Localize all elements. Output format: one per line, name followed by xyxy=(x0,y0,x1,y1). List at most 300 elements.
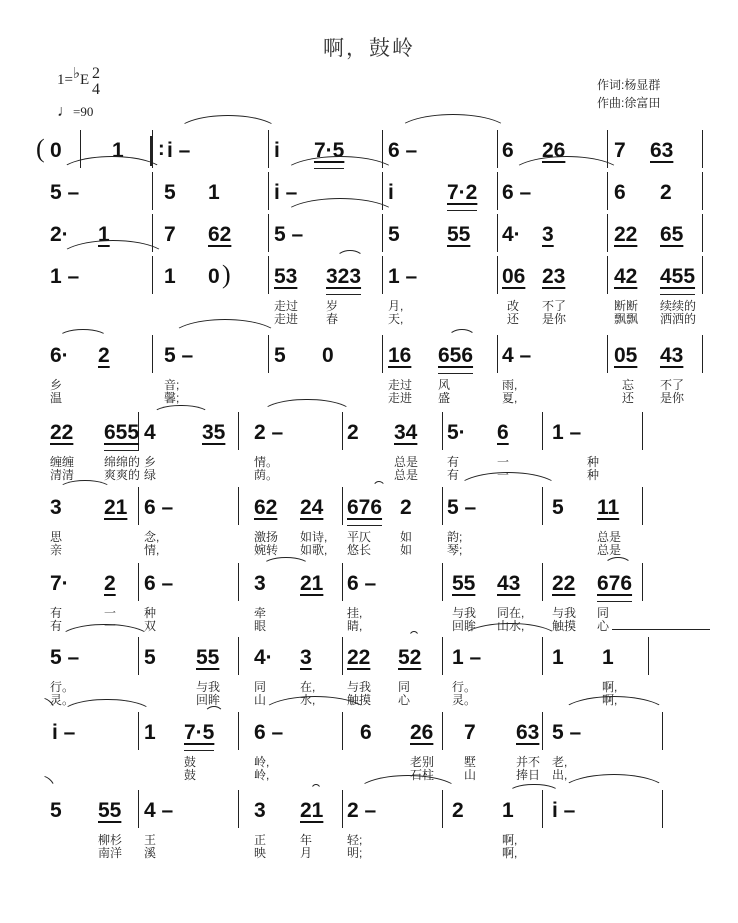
note-group: 2 xyxy=(400,496,412,519)
lyric-verse-2: 一 xyxy=(104,619,117,633)
barline xyxy=(342,412,343,450)
lyric-verse-1: 与我 xyxy=(452,606,477,620)
note-group: 2 xyxy=(452,799,464,822)
note-group: 5 – xyxy=(50,646,80,669)
lyric-verse-2: 如歌, xyxy=(300,543,328,557)
note-group: 5 xyxy=(144,646,156,669)
lyric-pair xyxy=(300,834,312,860)
note-group: 0 xyxy=(208,265,220,288)
note-group: 65 xyxy=(660,223,684,246)
lyric-verse-2: 天, xyxy=(388,312,404,326)
lyric-verse-2: 一 xyxy=(497,468,510,482)
note-group: 676 xyxy=(597,573,632,595)
lyric-verse-2: 种 xyxy=(587,468,600,482)
lyric-pair xyxy=(394,456,418,482)
note-group: 1 xyxy=(112,139,124,162)
barline xyxy=(542,412,543,450)
lyric-verse-2: 盛 xyxy=(438,391,451,405)
lyric-verse-2: 灵。 xyxy=(452,693,477,707)
lyric-verse-2: 回眸 xyxy=(196,693,221,707)
note-group: 62 xyxy=(254,496,278,519)
lyric-verse-1: 总是 xyxy=(597,530,622,544)
note-group: 4 – xyxy=(502,344,532,367)
composer: 作曲:徐富田 xyxy=(597,96,661,110)
note-group: 3 xyxy=(254,572,266,595)
lyric-pair xyxy=(660,300,696,326)
lyric-pair xyxy=(552,756,567,782)
lyric-verse-1: 如 xyxy=(400,530,413,544)
barline xyxy=(268,130,269,168)
lyric-verse-2: 春 xyxy=(326,312,339,326)
note-group: 1 xyxy=(144,721,156,744)
barline xyxy=(648,637,649,675)
barline xyxy=(342,712,343,750)
note-group: 323 xyxy=(326,266,361,288)
note-group: 2 xyxy=(98,344,110,367)
lyric-pair xyxy=(502,379,517,405)
lyric-pair xyxy=(614,300,638,326)
barline xyxy=(238,712,239,750)
note-group: 1 xyxy=(552,646,564,669)
lyric-verse-1: 啊, xyxy=(502,833,518,847)
note-group: 6· xyxy=(50,344,69,367)
double-underline xyxy=(660,294,695,296)
lyric-pair xyxy=(447,456,459,482)
note-group: 24 xyxy=(300,496,324,519)
note-group: 4· xyxy=(254,646,273,669)
lyric-verse-1: 如诗, xyxy=(300,530,328,544)
barline xyxy=(138,563,139,601)
lyric-verse-1: 行。 xyxy=(50,680,75,694)
lyric-verse-2: 触摸 xyxy=(347,693,372,707)
lyric-verse-2: 心 xyxy=(597,619,610,633)
lyric-verse-1: 走过 xyxy=(274,299,299,313)
slur-arc xyxy=(176,115,280,133)
lyric-pair xyxy=(347,531,371,557)
barline xyxy=(268,335,269,373)
lyric-pair xyxy=(300,531,327,557)
lyric-verse-1: 忘 xyxy=(622,378,635,392)
lyric-verse-1: 总是 xyxy=(394,455,419,469)
note-group: 4 – xyxy=(144,799,174,822)
lyric-verse-2: 爽爽的 xyxy=(104,468,141,482)
lyricist: 作词:杨显群 xyxy=(597,78,661,92)
barline xyxy=(442,412,443,450)
flat-icon: ♭ xyxy=(72,66,81,82)
lyric-verse-2: 月 xyxy=(300,846,313,860)
lyric-pair xyxy=(452,681,476,707)
lyric-verse-1: 乡 xyxy=(144,455,157,469)
lyric-verse-1: 一 xyxy=(104,606,117,620)
key-tonic: 1= xyxy=(57,72,73,88)
note-group: 2 – xyxy=(254,421,284,444)
lyric-pair xyxy=(552,607,576,633)
lyric-pair xyxy=(98,834,122,860)
barline xyxy=(702,214,703,252)
lyric-verse-1: 走过 xyxy=(388,378,413,392)
lyric-verse-1: 念, xyxy=(144,530,160,544)
note-group: 7 xyxy=(614,139,626,162)
note-group: 62 xyxy=(208,223,232,246)
lyric-verse-1: 与我 xyxy=(196,680,221,694)
note-group: 42 xyxy=(614,265,638,288)
note-group: 5 xyxy=(388,223,400,246)
lyric-verse-2: 灵。 xyxy=(50,693,75,707)
lyric-verse-2: 睛, xyxy=(347,619,363,633)
note-group: 35 xyxy=(202,421,226,444)
barline xyxy=(138,637,139,675)
note-group: 5 xyxy=(274,344,286,367)
barline xyxy=(702,256,703,294)
lyric-verse-2: 有 xyxy=(50,619,63,633)
slur-arc xyxy=(604,557,632,566)
lyric-verse-2: 双 xyxy=(144,619,157,633)
double-underline xyxy=(438,373,473,375)
note-group: 5 xyxy=(552,496,564,519)
lyric-verse-2: 鼓 xyxy=(184,768,197,782)
slur-arc xyxy=(372,481,386,490)
lyric-verse-2: 山 xyxy=(254,693,267,707)
note-group: 1 xyxy=(98,223,110,246)
barline xyxy=(342,790,343,828)
lyric-pair xyxy=(347,834,362,860)
lyric-verse-1: 岭, xyxy=(254,755,270,769)
lyric-pair xyxy=(542,300,566,326)
note-group: 2 xyxy=(660,181,672,204)
lyric-pair xyxy=(50,531,62,557)
lyric-verse-1: 改 xyxy=(507,299,520,313)
lyric-pair xyxy=(464,756,476,782)
lyric-verse-1: 岁 xyxy=(326,299,339,313)
lyric-verse-2: 飘飘 xyxy=(614,312,639,326)
note-group: 1 xyxy=(164,265,176,288)
barline xyxy=(238,790,239,828)
note-group: i – xyxy=(552,799,576,822)
score-row xyxy=(42,712,702,782)
lyric-verse-1: 正 xyxy=(254,833,267,847)
note-group: 0 xyxy=(50,139,62,162)
note-group: 55 xyxy=(98,799,122,822)
barline xyxy=(607,335,608,373)
time-top: 2 xyxy=(92,65,100,82)
lyric-verse-2: 总是 xyxy=(394,468,419,482)
note-group: 26 xyxy=(410,721,434,744)
note-group: 5 – xyxy=(50,181,80,204)
lyric-verse-2: 明; xyxy=(347,846,363,860)
barline xyxy=(642,487,643,525)
lyric-pair xyxy=(660,379,684,405)
lyric-pair xyxy=(587,456,599,482)
close-parenthesis: ) xyxy=(222,260,231,289)
note-group: 21 xyxy=(300,799,324,822)
lyric-verse-1: 挂, xyxy=(347,606,363,620)
note-group: 2 xyxy=(347,421,359,444)
lyric-verse-2: 总是 xyxy=(597,543,622,557)
barline xyxy=(607,172,608,210)
lyric-verse-2: 石柱 xyxy=(410,768,435,782)
tempo-marking xyxy=(57,103,93,121)
note-group: i – xyxy=(52,721,76,744)
barline xyxy=(497,335,498,373)
lyric-verse-1: 同 xyxy=(597,606,610,620)
lyric-verse-1: 与我 xyxy=(552,606,577,620)
lyric-pair xyxy=(274,300,298,326)
slur-arc xyxy=(58,480,112,490)
barline xyxy=(238,563,239,601)
barline xyxy=(662,712,663,750)
note-group: 3 xyxy=(300,646,312,669)
note-group: 1 xyxy=(502,799,514,822)
lyric-verse-1: 同在, xyxy=(497,606,525,620)
score-row xyxy=(42,256,702,326)
tie-out-line xyxy=(612,629,710,630)
lyric-verse-2: 回眸 xyxy=(452,619,477,633)
lyric-verse-1: 牵 xyxy=(254,606,267,620)
note-group: 11 xyxy=(597,496,620,519)
lyric-pair xyxy=(447,531,462,557)
note-group: 7·5 xyxy=(184,722,214,744)
lyric-verse-2: 水, xyxy=(300,693,316,707)
barline xyxy=(152,335,153,373)
barline xyxy=(138,487,139,525)
barline xyxy=(442,790,443,828)
barline xyxy=(607,214,608,252)
lyric-verse-1: 韵; xyxy=(447,530,463,544)
note-group: 26 xyxy=(542,139,566,162)
lyric-pair xyxy=(622,379,634,405)
note-group: 5· xyxy=(447,421,466,444)
note-group: 6 – xyxy=(144,496,174,519)
lyric-pair xyxy=(502,834,517,860)
note-group: 05 xyxy=(614,344,638,367)
lyric-verse-1: 续续的 xyxy=(660,299,697,313)
score-row xyxy=(42,563,702,633)
lyric-verse-1: 平仄 xyxy=(347,530,372,544)
lyric-verse-2: 清清 xyxy=(50,468,75,482)
key-name: E xyxy=(80,72,90,88)
note-group: i xyxy=(274,139,280,162)
note-group: 656 xyxy=(438,345,473,367)
lyric-verse-1: 激扬 xyxy=(254,530,279,544)
note-group: 22 xyxy=(347,646,371,669)
lyric-pair xyxy=(254,607,266,633)
lyric-verse-2: 南洋 xyxy=(98,846,123,860)
barline xyxy=(497,130,498,168)
double-underline xyxy=(326,294,361,296)
open-parenthesis: ( xyxy=(36,134,45,163)
note-group: 0 xyxy=(322,344,334,367)
lyric-verse-1: 有 xyxy=(447,455,460,469)
barline xyxy=(497,214,498,252)
note-group: 22 xyxy=(552,572,576,595)
lyric-verse-1: 同 xyxy=(398,680,411,694)
lyric-pair xyxy=(144,456,156,482)
note-group: 7 xyxy=(164,223,176,246)
lyric-verse-1: 王 xyxy=(144,833,157,847)
lyric-pair xyxy=(507,300,519,326)
note-group: 55 xyxy=(447,223,471,246)
lyric-verse-1: 与我 xyxy=(347,680,372,694)
barline xyxy=(662,790,663,828)
note-group: 1 xyxy=(208,181,220,204)
note-group: 55 xyxy=(452,572,476,595)
note-group: 6 xyxy=(502,139,514,162)
note-group: 21 xyxy=(300,572,324,595)
note-group: 1 – xyxy=(552,421,582,444)
note-group: 655 xyxy=(104,422,139,444)
lyric-pair xyxy=(50,456,74,482)
double-underline xyxy=(104,450,139,452)
lyric-verse-1: 绵绵的 xyxy=(104,455,141,469)
barline xyxy=(238,412,239,450)
lyric-verse-2: 还 xyxy=(622,391,635,405)
barline xyxy=(442,712,443,750)
barline xyxy=(138,712,139,750)
barline xyxy=(542,563,543,601)
note-group: 34 xyxy=(394,421,418,444)
barline xyxy=(238,487,239,525)
barline xyxy=(268,214,269,252)
lyric-verse-2: 走进 xyxy=(274,312,299,326)
lyric-pair xyxy=(254,456,278,482)
barline xyxy=(152,172,153,210)
quarter-note-icon: ♩ xyxy=(57,103,73,120)
note-group: 6 – xyxy=(144,572,174,595)
note-group: 63 xyxy=(650,139,674,162)
barline xyxy=(342,637,343,675)
barline xyxy=(542,790,543,828)
lyric-verse-1: 老别 xyxy=(410,755,435,769)
lyric-verse-2: 触摸 xyxy=(552,619,577,633)
lyric-verse-1: 情。 xyxy=(254,455,279,469)
note-group: 5 xyxy=(50,799,62,822)
lyric-verse-1: 乡 xyxy=(50,378,63,392)
lyric-verse-1: 不了 xyxy=(542,299,567,313)
lyric-verse-2: 悠长 xyxy=(347,543,372,557)
lyric-verse-2: 岭, xyxy=(254,768,270,782)
barline xyxy=(442,637,443,675)
score-row xyxy=(42,790,702,860)
note-group: 5 – xyxy=(447,496,477,519)
note-group: 6 xyxy=(497,421,509,444)
note-group: 22 xyxy=(614,223,638,246)
note-group: 455 xyxy=(660,266,695,288)
lyric-pair xyxy=(254,681,266,707)
barline xyxy=(702,335,703,373)
note-group: 2· xyxy=(50,223,69,246)
lyric-verse-1: 断断 xyxy=(614,299,639,313)
double-underline xyxy=(347,525,382,527)
key-signature xyxy=(57,65,100,98)
lyric-verse-2: 还 xyxy=(507,312,520,326)
lyric-verse-2: 是你 xyxy=(542,312,567,326)
score-row xyxy=(42,335,702,405)
lyric-pair xyxy=(438,379,450,405)
lyric-verse-1: 年 xyxy=(300,833,313,847)
note-group: 4 xyxy=(144,421,156,444)
barline xyxy=(382,214,383,252)
note-group: 1 xyxy=(602,646,614,669)
note-group: 6 xyxy=(360,721,372,744)
lyric-verse-2: 婉转 xyxy=(254,543,279,557)
lyric-verse-1: 种 xyxy=(587,455,600,469)
lyric-pair xyxy=(254,834,266,860)
slur-arc xyxy=(508,784,560,793)
tempo-value: =90 xyxy=(73,104,94,119)
lyric-verse-1: 一 xyxy=(497,455,510,469)
lyric-verse-2: 走进 xyxy=(388,391,413,405)
note-group: 7·5 xyxy=(314,140,344,162)
note-group: 6 – xyxy=(502,181,532,204)
lyric-pair xyxy=(326,300,338,326)
note-group: 6 xyxy=(614,181,626,204)
lyric-verse-2: 琴; xyxy=(447,543,463,557)
lyric-verse-2: 眼 xyxy=(254,619,267,633)
lyric-verse-1: 在, xyxy=(300,680,316,694)
note-group: 53 xyxy=(274,265,298,288)
lyric-pair xyxy=(254,531,278,557)
lyric-verse-1: 种 xyxy=(144,606,157,620)
lyric-pair xyxy=(50,379,62,405)
lyric-verse-1: 音; xyxy=(164,378,180,392)
lyric-pair xyxy=(184,756,196,782)
lyric-pair xyxy=(597,607,609,633)
note-group: 4· xyxy=(502,223,521,246)
note-group: 5 – xyxy=(552,721,582,744)
note-group: 1 – xyxy=(452,646,482,669)
note-group: 22 xyxy=(50,421,74,444)
lyric-verse-1: 不了 xyxy=(660,378,685,392)
note-group: 16 xyxy=(388,344,412,367)
lyric-verse-2: 是你 xyxy=(660,391,685,405)
note-group: 7· xyxy=(50,572,69,595)
lyric-verse-1: 老, xyxy=(552,755,568,769)
lyric-verse-2: 亲 xyxy=(50,543,63,557)
slur-arc xyxy=(310,784,322,793)
lyric-verse-2: 出, xyxy=(552,768,568,782)
barline xyxy=(702,130,703,168)
note-group: 43 xyxy=(497,572,521,595)
lyric-pair xyxy=(388,379,412,405)
note-group: 52 xyxy=(398,646,422,669)
barline xyxy=(542,487,543,525)
note-group: 3 xyxy=(254,799,266,822)
lyric-pair xyxy=(347,607,362,633)
slur-arc xyxy=(262,557,310,566)
note-group: 676 xyxy=(347,497,382,519)
note-group: 7·2 xyxy=(447,182,477,204)
lyric-verse-2: 馨; xyxy=(164,391,180,405)
note-group: 55 xyxy=(196,646,220,669)
note-group: 6 – xyxy=(388,139,418,162)
barline xyxy=(342,487,343,525)
note-group: 23 xyxy=(542,265,566,288)
note-group: 06 xyxy=(502,265,526,288)
lyric-verse-1: 思 xyxy=(50,530,63,544)
barline xyxy=(642,412,643,450)
lyric-pair xyxy=(104,456,140,482)
lyric-verse-1: 月, xyxy=(388,299,404,313)
lyric-pair xyxy=(144,531,159,557)
lyric-verse-2: 山 xyxy=(464,768,477,782)
barline xyxy=(642,563,643,601)
lyric-verse-1: 柳杉 xyxy=(98,833,123,847)
double-underline xyxy=(597,601,632,603)
lyric-verse-2: 夏, xyxy=(502,391,518,405)
note-group: 2 – xyxy=(347,799,377,822)
lyric-verse-2: 山水, xyxy=(497,619,525,633)
note-group: 7 xyxy=(464,721,476,744)
